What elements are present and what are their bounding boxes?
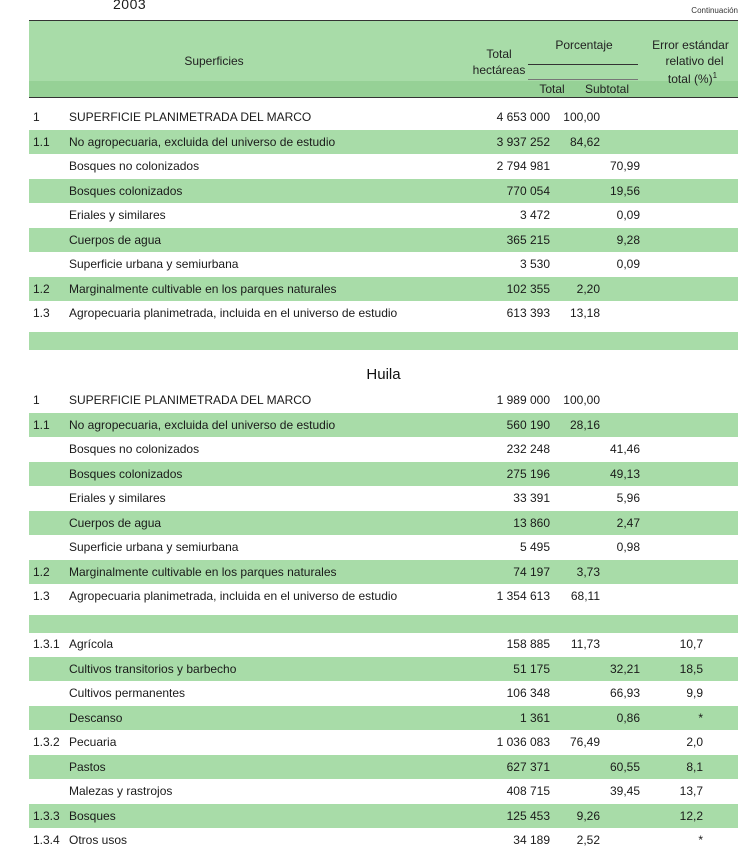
row-label: Agropecuaria planimetrada, incluida en el universo de estudio	[69, 306, 398, 320]
table-body-top	[29, 105, 738, 350]
row-label: SUPERFICIE PLANIMETRADA DEL MARCO	[69, 110, 312, 124]
row-label: Pastos	[69, 759, 106, 774]
table-row	[29, 535, 738, 560]
row-label: Descanso	[69, 710, 123, 725]
row-pct-subtotal: 19,56	[609, 183, 640, 198]
row-label: Otros usos	[69, 833, 128, 847]
row-pct-total: 100,00	[563, 110, 600, 124]
row-pct-total: 3,73	[576, 564, 600, 579]
row-pct-subtotal: 70,99	[609, 159, 640, 173]
header-error-line3: total (%)$^1$	[667, 71, 718, 86]
row-pct-subtotal: 39,45	[609, 784, 640, 798]
row-label: Bosques colonizados	[69, 466, 183, 481]
row-total-hectareas: 33 391	[513, 491, 550, 505]
row-total-hectareas: 3 937 252	[496, 134, 550, 149]
table-row	[29, 437, 738, 462]
row-total-hectareas: 1 354 613	[496, 589, 550, 603]
table-row	[29, 706, 738, 731]
row-total-hectareas: 5 495	[519, 540, 550, 554]
row-label: SUPERFICIE PLANIMETRADA DEL MARCO	[69, 393, 312, 407]
row-label: Bosques no colonizados	[69, 159, 200, 173]
row-total-hectareas: 3 472	[519, 208, 550, 222]
table-row	[29, 105, 738, 130]
row-label: No agropecuaria, excluida del universo de estudio	[69, 134, 336, 149]
year-label: 2003	[113, 0, 147, 12]
table-row	[29, 681, 738, 706]
row-label: Cuerpos de agua	[69, 232, 162, 247]
table-row	[29, 779, 738, 804]
row-pct-total: 13,18	[569, 306, 600, 320]
table-row	[29, 755, 738, 780]
table-row	[29, 486, 738, 511]
row-label: Superficie urbana y semiurbana	[69, 540, 239, 554]
row-pct-subtotal: 41,46	[609, 442, 640, 456]
row-label: Cultivos transitorios y barbecho	[69, 661, 237, 676]
row-pct-total: 2,52	[576, 833, 600, 847]
row-pct-subtotal: 2,47	[616, 515, 640, 530]
header-superficies: Superficies	[184, 54, 244, 68]
row-pct-subtotal: 0,09	[616, 208, 640, 222]
row-pct-subtotal: 5,96	[616, 491, 640, 505]
row-total-hectareas: 365 215	[506, 232, 550, 247]
row-total-hectareas: 232 248	[506, 442, 550, 456]
row-total-hectareas: 275 196	[506, 466, 550, 481]
row-code: 1	[33, 393, 40, 407]
header-error-line2: relativo del	[665, 54, 724, 68]
row-total-hectareas: 74 197	[513, 564, 550, 579]
row-pct-subtotal: 9,28	[616, 232, 640, 247]
row-total-hectareas: 125 453	[506, 808, 550, 823]
table-row	[29, 388, 738, 413]
table-row	[29, 657, 738, 682]
header-error-line1: Error estándar	[652, 38, 729, 52]
table-row	[29, 511, 738, 536]
row-pct-total: 100,00	[563, 393, 600, 407]
row-pct-subtotal: 32,21	[609, 661, 640, 676]
row-total-hectareas: 408 715	[506, 784, 550, 798]
row-code: 1.3	[33, 589, 50, 603]
row-code: 1.2	[33, 564, 50, 579]
row-code: 1.3.4	[33, 833, 60, 847]
row-pct-total: 76,49	[569, 735, 600, 749]
row-pct-total: 2,20	[576, 281, 600, 296]
section-title-huila: Huila	[366, 366, 401, 383]
table-row	[29, 462, 738, 487]
table-header	[29, 20, 738, 98]
table-row	[29, 228, 738, 253]
row-pct-subtotal: 49,13	[609, 466, 640, 481]
header-rule	[528, 64, 638, 65]
table-row	[29, 804, 738, 829]
row-error: 2,0	[686, 735, 703, 749]
row-label: Bosques colonizados	[69, 183, 183, 198]
row-label: Pecuaria	[69, 735, 117, 749]
blank-green-row	[29, 332, 738, 350]
row-pct-total: 84,62	[569, 134, 600, 149]
row-code: 1.3.1	[33, 637, 60, 651]
row-pct-total: 68,11	[570, 589, 600, 603]
row-code: 1.1	[33, 134, 50, 149]
row-pct-total: 28,16	[569, 417, 600, 432]
row-pct-subtotal: 0,98	[616, 540, 640, 554]
row-total-hectareas: 627 371	[506, 759, 550, 774]
row-code: 1	[33, 110, 40, 124]
continuation-label: Continuación	[691, 6, 738, 15]
table-row	[29, 413, 738, 438]
row-total-hectareas: 13 860	[513, 515, 550, 530]
table-row	[29, 730, 738, 755]
row-error: *	[698, 710, 703, 725]
row-total-hectareas: 560 190	[506, 417, 550, 432]
row-pct-subtotal: 0,86	[616, 710, 640, 725]
row-error: 9,9	[686, 686, 703, 700]
blank-green-row	[29, 615, 738, 633]
row-error: *	[698, 833, 703, 847]
row-code: 1.3.2	[33, 735, 60, 749]
row-label: No agropecuaria, excluida del universo de estudio	[69, 417, 336, 432]
header-total-line1: Total	[486, 47, 512, 61]
row-pct-subtotal: 0,09	[616, 257, 640, 271]
table-row	[29, 632, 738, 657]
row-total-hectareas: 4 653 000	[496, 110, 550, 124]
table-body-huila-detail	[29, 632, 738, 853]
row-label: Malezas y rastrojos	[69, 784, 173, 798]
row-error: 8,1	[686, 759, 703, 774]
row-total-hectareas: 34 189	[513, 833, 550, 847]
row-code: 1.3	[33, 306, 50, 320]
row-label: Cultivos permanentes	[69, 686, 186, 700]
row-total-hectareas: 1 361	[519, 710, 550, 725]
row-pct-total: 11,73	[570, 637, 600, 651]
row-pct-total: 9,26	[576, 808, 600, 823]
row-total-hectareas: 3 530	[519, 257, 550, 271]
table-row	[29, 277, 738, 302]
row-total-hectareas: 2 794 981	[496, 159, 550, 173]
header-porcentaje: Porcentaje	[555, 38, 613, 52]
row-total-hectareas: 102 355	[506, 281, 550, 296]
table-body-huila	[29, 388, 738, 633]
row-pct-subtotal: 60,55	[609, 759, 640, 774]
table-row	[29, 301, 738, 326]
row-total-hectareas: 1 989 000	[496, 393, 550, 407]
row-label: Agropecuaria planimetrada, incluida en el universo de estudio	[69, 589, 398, 603]
table-row	[29, 179, 738, 204]
row-total-hectareas: 1 036 083	[496, 735, 550, 749]
row-error: 13,7	[679, 784, 703, 798]
header-pct-total: Total	[539, 82, 565, 96]
row-label: Agrícola	[69, 637, 114, 651]
row-code: 1.3.3	[33, 808, 60, 823]
row-total-hectareas: 770 054	[506, 183, 550, 198]
table-row	[29, 203, 738, 228]
row-label: Marginalmente cultivable en los parques naturales	[69, 564, 337, 579]
row-label: Eriales y similares	[69, 491, 166, 505]
table-row	[29, 154, 738, 179]
table-row	[29, 130, 738, 155]
row-label: Marginalmente cultivable en los parques naturales	[69, 281, 337, 296]
header-pct-subtotal: Subtotal	[584, 82, 630, 96]
row-label: Cuerpos de agua	[69, 515, 162, 530]
row-total-hectareas: 51 175	[513, 661, 550, 676]
table-row	[29, 252, 738, 277]
header-total-line2: hectáreas	[472, 63, 526, 77]
row-code: 1.1	[33, 417, 50, 432]
row-total-hectareas: 613 393	[506, 306, 550, 320]
row-label: Bosques	[69, 808, 116, 823]
table-row	[29, 584, 738, 609]
row-error: 12,2	[679, 808, 703, 823]
table-row	[29, 560, 738, 585]
table-row	[29, 828, 738, 853]
row-error: 18,5	[679, 661, 703, 676]
row-code: 1.2	[33, 281, 50, 296]
row-label: Bosques no colonizados	[69, 442, 200, 456]
header-rule-sub	[528, 79, 638, 80]
row-total-hectareas: 106 348	[506, 686, 550, 700]
row-pct-subtotal: 66,93	[609, 686, 640, 700]
row-error: 10,7	[679, 637, 703, 651]
row-total-hectareas: 158 885	[506, 637, 550, 651]
row-label: Superficie urbana y semiurbana	[69, 257, 239, 271]
row-label: Eriales y similares	[69, 208, 166, 222]
